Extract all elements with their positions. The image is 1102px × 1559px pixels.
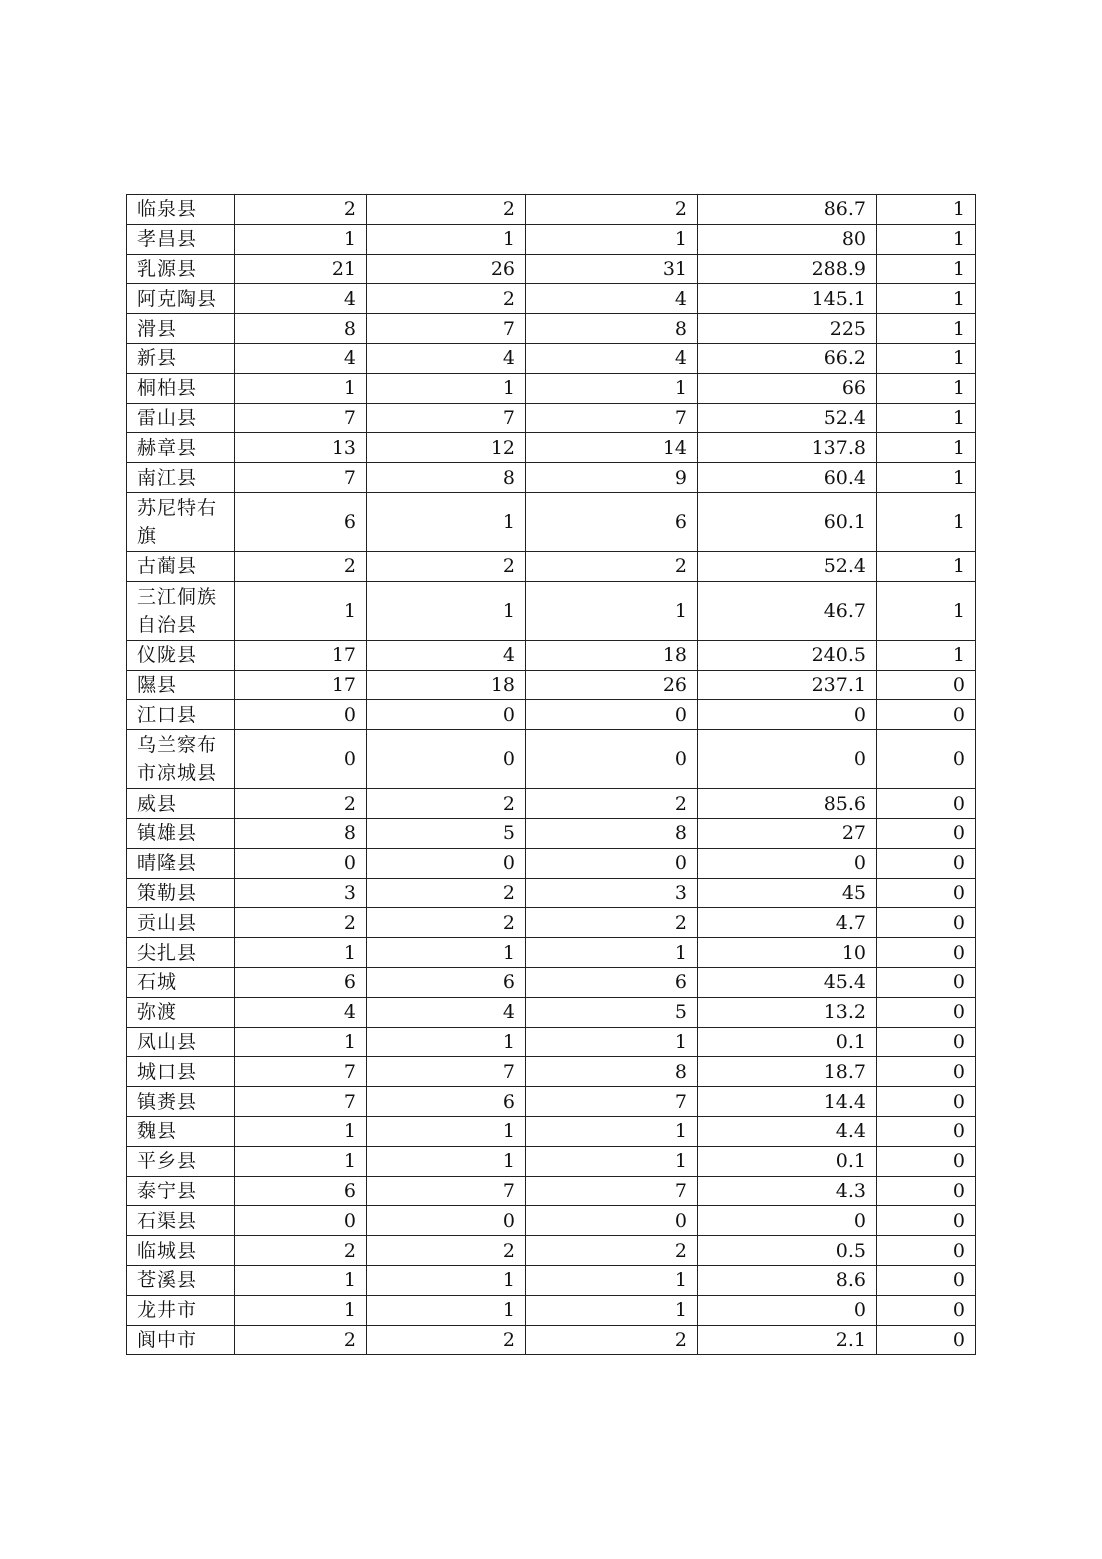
table-row (127, 551, 976, 581)
value-cell-col-4: 137.8 (698, 433, 877, 463)
value-cell-col-4: 86.7 (698, 195, 877, 225)
value-cell-col-4: 4.3 (698, 1176, 877, 1206)
county-name-cell: 苏尼特右旗 (127, 492, 235, 551)
value-cell-col-4: 4.4 (698, 1116, 877, 1146)
value-cell-col-5: 0 (877, 1027, 976, 1057)
county-name-cell: 阿克陶县 (127, 284, 235, 314)
value-cell-col-1: 1 (235, 938, 367, 968)
value-cell-col-1: 7 (235, 463, 367, 493)
value-cell-col-5: 0 (877, 1295, 976, 1325)
value-cell-col-3: 0 (526, 848, 698, 878)
value-cell-col-5: 0 (877, 700, 976, 730)
value-cell-col-2: 7 (367, 314, 526, 344)
value-cell-col-1: 6 (235, 492, 367, 551)
value-cell-col-2: 2 (367, 1236, 526, 1266)
value-cell-col-1: 2 (235, 195, 367, 225)
value-cell-col-4: 225 (698, 314, 877, 344)
value-cell-col-2: 2 (367, 878, 526, 908)
value-cell-col-1: 17 (235, 670, 367, 700)
value-cell-col-4: 8.6 (698, 1265, 877, 1295)
county-name-cell: 新县 (127, 343, 235, 373)
table-row (127, 433, 976, 463)
value-cell-col-1: 6 (235, 967, 367, 997)
table-row (127, 373, 976, 403)
value-cell-col-1: 1 (235, 581, 367, 640)
value-cell-col-3: 26 (526, 670, 698, 700)
value-cell-col-3: 18 (526, 640, 698, 670)
value-cell-col-5: 1 (877, 492, 976, 551)
value-cell-col-2: 26 (367, 254, 526, 284)
value-cell-col-1: 8 (235, 314, 367, 344)
value-cell-col-4: 4.7 (698, 908, 877, 938)
value-cell-col-1: 6 (235, 1176, 367, 1206)
value-cell-col-1: 0 (235, 700, 367, 730)
county-name-cell: 临泉县 (127, 195, 235, 225)
county-name-cell: 乳源县 (127, 254, 235, 284)
value-cell-col-2: 0 (367, 848, 526, 878)
value-cell-col-2: 0 (367, 1206, 526, 1236)
table-row (127, 997, 976, 1027)
value-cell-col-2: 4 (367, 640, 526, 670)
value-cell-col-2: 4 (367, 997, 526, 1027)
value-cell-col-3: 3 (526, 878, 698, 908)
value-cell-col-3: 1 (526, 1027, 698, 1057)
value-cell-col-3: 2 (526, 1236, 698, 1266)
table-row (127, 938, 976, 968)
value-cell-col-1: 7 (235, 403, 367, 433)
value-cell-col-3: 2 (526, 195, 698, 225)
county-name-cell: 三江侗族自治县 (127, 581, 235, 640)
value-cell-col-3: 0 (526, 700, 698, 730)
value-cell-col-3: 7 (526, 1176, 698, 1206)
value-cell-col-2: 8 (367, 463, 526, 493)
value-cell-col-4: 0 (698, 848, 877, 878)
value-cell-col-1: 4 (235, 284, 367, 314)
value-cell-col-3: 2 (526, 1325, 698, 1355)
value-cell-col-2: 7 (367, 1057, 526, 1087)
value-cell-col-5: 0 (877, 789, 976, 819)
value-cell-col-5: 1 (877, 195, 976, 225)
table-row (127, 581, 976, 640)
value-cell-col-3: 1 (526, 1295, 698, 1325)
value-cell-col-5: 0 (877, 908, 976, 938)
value-cell-col-1: 1 (235, 1116, 367, 1146)
table-row (127, 700, 976, 730)
table-row (127, 1176, 976, 1206)
value-cell-col-4: 145.1 (698, 284, 877, 314)
value-cell-col-2: 2 (367, 284, 526, 314)
value-cell-col-4: 0 (698, 700, 877, 730)
table-row (127, 1087, 976, 1117)
value-cell-col-2: 1 (367, 1265, 526, 1295)
value-cell-col-3: 8 (526, 1057, 698, 1087)
value-cell-col-5: 1 (877, 224, 976, 254)
value-cell-col-2: 12 (367, 433, 526, 463)
value-cell-col-3: 4 (526, 343, 698, 373)
value-cell-col-5: 0 (877, 967, 976, 997)
value-cell-col-5: 0 (877, 878, 976, 908)
value-cell-col-3: 4 (526, 284, 698, 314)
value-cell-col-3: 8 (526, 314, 698, 344)
value-cell-col-3: 5 (526, 997, 698, 1027)
county-name-cell: 镇雄县 (127, 818, 235, 848)
value-cell-col-5: 0 (877, 997, 976, 1027)
table-row (127, 343, 976, 373)
value-cell-col-2: 1 (367, 1146, 526, 1176)
value-cell-col-4: 80 (698, 224, 877, 254)
county-name-cell: 阆中市 (127, 1325, 235, 1355)
value-cell-col-2: 4 (367, 343, 526, 373)
value-cell-col-3: 1 (526, 581, 698, 640)
value-cell-col-4: 0 (698, 1295, 877, 1325)
value-cell-col-2: 1 (367, 1116, 526, 1146)
county-name-cell: 石渠县 (127, 1206, 235, 1236)
table-row (127, 492, 976, 551)
county-name-cell: 石城 (127, 967, 235, 997)
table-row (127, 195, 976, 225)
county-name-cell: 泰宁县 (127, 1176, 235, 1206)
value-cell-col-3: 1 (526, 224, 698, 254)
value-cell-col-4: 13.2 (698, 997, 877, 1027)
county-name-cell: 江口县 (127, 700, 235, 730)
value-cell-col-3: 6 (526, 492, 698, 551)
value-cell-col-2: 2 (367, 195, 526, 225)
value-cell-col-4: 45 (698, 878, 877, 908)
value-cell-col-1: 17 (235, 640, 367, 670)
value-cell-col-2: 2 (367, 908, 526, 938)
county-name-cell: 桐柏县 (127, 373, 235, 403)
value-cell-col-3: 2 (526, 551, 698, 581)
value-cell-col-4: 0.5 (698, 1236, 877, 1266)
value-cell-col-5: 1 (877, 463, 976, 493)
table-row (127, 1265, 976, 1295)
county-name-cell: 凤山县 (127, 1027, 235, 1057)
county-name-cell: 临城县 (127, 1236, 235, 1266)
value-cell-col-5: 0 (877, 818, 976, 848)
value-cell-col-3: 6 (526, 967, 698, 997)
value-cell-col-1: 1 (235, 1265, 367, 1295)
value-cell-col-1: 8 (235, 818, 367, 848)
county-name-cell: 滑县 (127, 314, 235, 344)
table-row (127, 1236, 976, 1266)
value-cell-col-1: 1 (235, 1295, 367, 1325)
value-cell-col-5: 1 (877, 254, 976, 284)
value-cell-col-1: 2 (235, 1325, 367, 1355)
value-cell-col-4: 66 (698, 373, 877, 403)
value-cell-col-1: 2 (235, 789, 367, 819)
value-cell-col-3: 1 (526, 373, 698, 403)
table-row (127, 1027, 976, 1057)
value-cell-col-2: 5 (367, 818, 526, 848)
table-row (127, 463, 976, 493)
value-cell-col-1: 0 (235, 848, 367, 878)
table-row (127, 878, 976, 908)
value-cell-col-3: 14 (526, 433, 698, 463)
table-row (127, 1295, 976, 1325)
value-cell-col-4: 0.1 (698, 1027, 877, 1057)
value-cell-col-1: 0 (235, 730, 367, 789)
value-cell-col-5: 1 (877, 343, 976, 373)
county-name-cell: 平乡县 (127, 1146, 235, 1176)
value-cell-col-1: 2 (235, 1236, 367, 1266)
value-cell-col-2: 1 (367, 1295, 526, 1325)
value-cell-col-5: 0 (877, 670, 976, 700)
value-cell-col-2: 0 (367, 700, 526, 730)
value-cell-col-4: 0 (698, 1206, 877, 1236)
value-cell-col-5: 1 (877, 403, 976, 433)
value-cell-col-3: 1 (526, 1265, 698, 1295)
table-row (127, 730, 976, 789)
value-cell-col-4: 46.7 (698, 581, 877, 640)
value-cell-col-3: 2 (526, 908, 698, 938)
value-cell-col-2: 1 (367, 581, 526, 640)
value-cell-col-1: 1 (235, 1027, 367, 1057)
value-cell-col-3: 7 (526, 1087, 698, 1117)
value-cell-col-2: 1 (367, 224, 526, 254)
value-cell-col-5: 0 (877, 938, 976, 968)
value-cell-col-5: 0 (877, 1087, 976, 1117)
value-cell-col-1: 3 (235, 878, 367, 908)
value-cell-col-4: 52.4 (698, 551, 877, 581)
value-cell-col-4: 60.4 (698, 463, 877, 493)
county-name-cell: 仪陇县 (127, 640, 235, 670)
county-name-cell: 隰县 (127, 670, 235, 700)
value-cell-col-4: 10 (698, 938, 877, 968)
value-cell-col-2: 1 (367, 373, 526, 403)
value-cell-col-2: 1 (367, 938, 526, 968)
value-cell-col-5: 0 (877, 1265, 976, 1295)
table-row (127, 403, 976, 433)
value-cell-col-4: 240.5 (698, 640, 877, 670)
value-cell-col-3: 1 (526, 1146, 698, 1176)
county-data-table (126, 194, 976, 1355)
value-cell-col-5: 0 (877, 1176, 976, 1206)
value-cell-col-2: 1 (367, 1027, 526, 1057)
county-name-cell: 弥渡 (127, 997, 235, 1027)
value-cell-col-2: 7 (367, 1176, 526, 1206)
county-name-cell: 尖扎县 (127, 938, 235, 968)
value-cell-col-1: 13 (235, 433, 367, 463)
value-cell-col-2: 6 (367, 967, 526, 997)
county-name-cell: 镇赉县 (127, 1087, 235, 1117)
county-name-cell: 策勒县 (127, 878, 235, 908)
table-row (127, 254, 976, 284)
value-cell-col-2: 7 (367, 403, 526, 433)
value-cell-col-5: 1 (877, 581, 976, 640)
table-row (127, 1116, 976, 1146)
value-cell-col-5: 1 (877, 433, 976, 463)
county-name-cell: 雷山县 (127, 403, 235, 433)
value-cell-col-5: 1 (877, 373, 976, 403)
value-cell-col-3: 9 (526, 463, 698, 493)
table-row (127, 670, 976, 700)
value-cell-col-1: 1 (235, 1146, 367, 1176)
value-cell-col-5: 0 (877, 730, 976, 789)
county-name-cell: 晴隆县 (127, 848, 235, 878)
value-cell-col-5: 0 (877, 1146, 976, 1176)
value-cell-col-4: 66.2 (698, 343, 877, 373)
value-cell-col-5: 0 (877, 848, 976, 878)
table-row (127, 908, 976, 938)
table-row (127, 1057, 976, 1087)
value-cell-col-4: 45.4 (698, 967, 877, 997)
value-cell-col-2: 2 (367, 1325, 526, 1355)
value-cell-col-4: 60.1 (698, 492, 877, 551)
county-name-cell: 魏县 (127, 1116, 235, 1146)
value-cell-col-4: 85.6 (698, 789, 877, 819)
table-row (127, 640, 976, 670)
value-cell-col-5: 0 (877, 1116, 976, 1146)
value-cell-col-5: 0 (877, 1236, 976, 1266)
value-cell-col-1: 7 (235, 1057, 367, 1087)
value-cell-col-1: 2 (235, 908, 367, 938)
value-cell-col-5: 1 (877, 640, 976, 670)
county-name-cell: 贡山县 (127, 908, 235, 938)
table-row (127, 314, 976, 344)
value-cell-col-3: 0 (526, 730, 698, 789)
table-row (127, 967, 976, 997)
value-cell-col-3: 1 (526, 1116, 698, 1146)
value-cell-col-3: 1 (526, 938, 698, 968)
value-cell-col-5: 1 (877, 314, 976, 344)
county-name-cell: 龙井市 (127, 1295, 235, 1325)
value-cell-col-2: 18 (367, 670, 526, 700)
county-name-cell: 古蔺县 (127, 551, 235, 581)
table-row (127, 789, 976, 819)
value-cell-col-5: 1 (877, 284, 976, 314)
value-cell-col-4: 0.1 (698, 1146, 877, 1176)
value-cell-col-2: 0 (367, 730, 526, 789)
value-cell-col-4: 0 (698, 730, 877, 789)
county-name-cell: 城口县 (127, 1057, 235, 1087)
county-name-cell: 南江县 (127, 463, 235, 493)
value-cell-col-4: 27 (698, 818, 877, 848)
value-cell-col-2: 6 (367, 1087, 526, 1117)
county-name-cell: 孝昌县 (127, 224, 235, 254)
table-row (127, 848, 976, 878)
value-cell-col-3: 7 (526, 403, 698, 433)
value-cell-col-5: 0 (877, 1325, 976, 1355)
county-name-cell: 苍溪县 (127, 1265, 235, 1295)
value-cell-col-1: 2 (235, 551, 367, 581)
value-cell-col-1: 21 (235, 254, 367, 284)
value-cell-col-4: 2.1 (698, 1325, 877, 1355)
value-cell-col-4: 288.9 (698, 254, 877, 284)
value-cell-col-1: 4 (235, 343, 367, 373)
value-cell-col-5: 0 (877, 1057, 976, 1087)
value-cell-col-2: 2 (367, 789, 526, 819)
value-cell-col-4: 237.1 (698, 670, 877, 700)
value-cell-col-5: 1 (877, 551, 976, 581)
value-cell-col-1: 1 (235, 373, 367, 403)
value-cell-col-4: 52.4 (698, 403, 877, 433)
table-row (127, 1325, 976, 1355)
table-row (127, 284, 976, 314)
county-name-cell: 威县 (127, 789, 235, 819)
value-cell-col-2: 1 (367, 492, 526, 551)
value-cell-col-3: 0 (526, 1206, 698, 1236)
county-name-cell: 赫章县 (127, 433, 235, 463)
value-cell-col-1: 1 (235, 224, 367, 254)
value-cell-col-1: 4 (235, 997, 367, 1027)
value-cell-col-2: 2 (367, 551, 526, 581)
county-name-cell: 乌兰察布市凉城县 (127, 730, 235, 789)
table-row (127, 1146, 976, 1176)
table-row (127, 224, 976, 254)
value-cell-col-3: 8 (526, 818, 698, 848)
value-cell-col-3: 31 (526, 254, 698, 284)
value-cell-col-4: 18.7 (698, 1057, 877, 1087)
table-body (127, 195, 976, 1355)
value-cell-col-4: 14.4 (698, 1087, 877, 1117)
value-cell-col-5: 0 (877, 1206, 976, 1236)
value-cell-col-1: 0 (235, 1206, 367, 1236)
value-cell-col-1: 7 (235, 1087, 367, 1117)
table-row (127, 1206, 976, 1236)
table-row (127, 818, 976, 848)
value-cell-col-3: 2 (526, 789, 698, 819)
